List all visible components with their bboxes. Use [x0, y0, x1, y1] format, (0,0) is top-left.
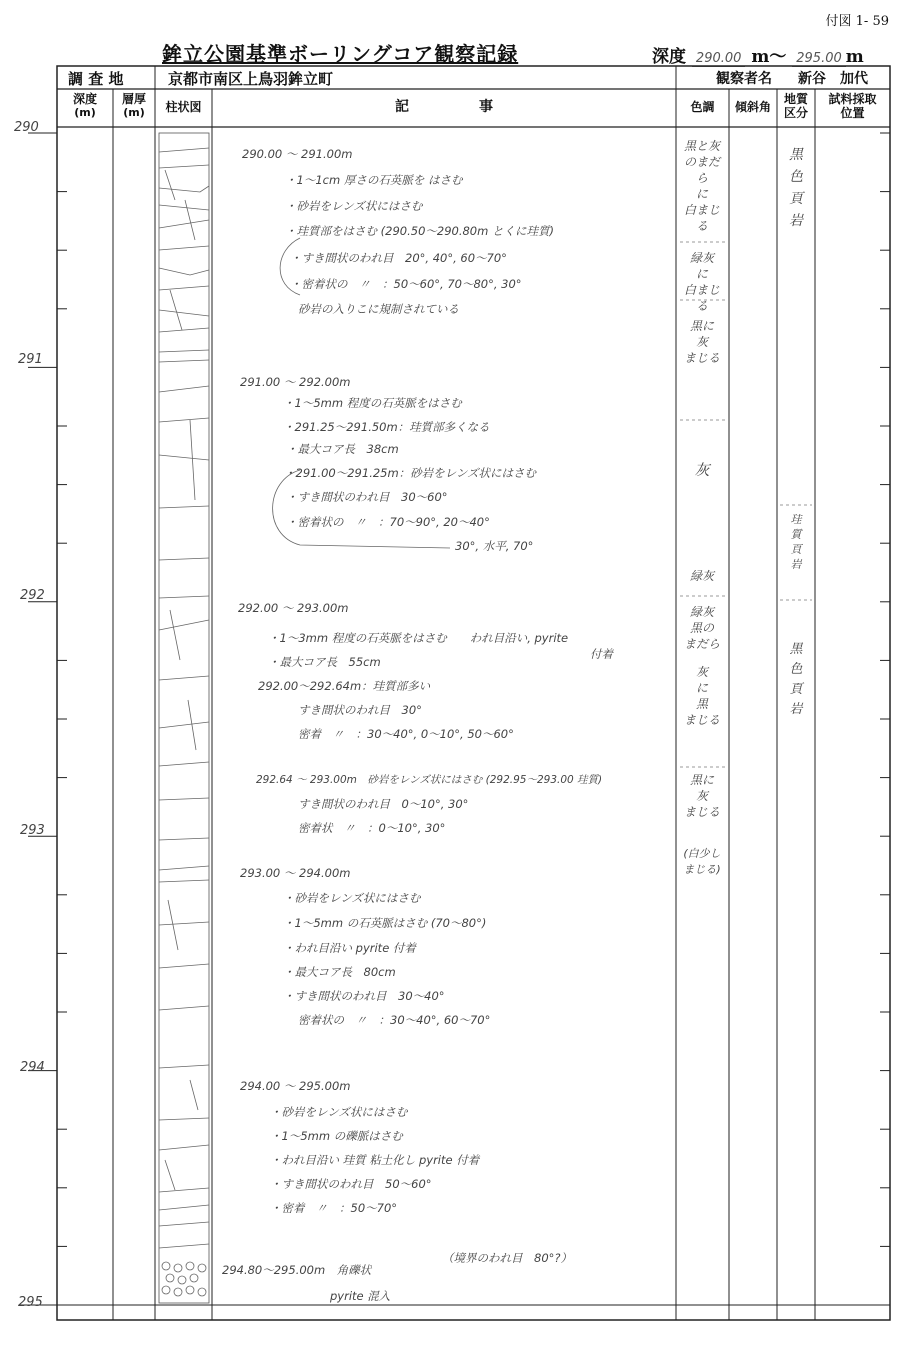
geology-entry: 珪 質 頁 岩 [790, 513, 802, 571]
document-title: 鉾立公園基準ボーリングコア観察記録 [162, 42, 519, 66]
note-line: ・珪質部をはさむ (290.50〜290.80m とくに珪質) [285, 224, 554, 238]
geology-entry: 黒 色 頁 岩 [789, 642, 803, 717]
note-line: 密着状の 〃 ：30〜40°, 60〜70° [298, 1013, 491, 1027]
note-line: 294.00 〜 295.00m [240, 1079, 351, 1093]
note-line: ・1〜3mm 程度の石英脈をはさむ われ目沿い, pyrite [268, 631, 569, 645]
note-line: ・密着 〃 ：50〜70° [270, 1201, 398, 1215]
color-entry: 緑灰 [689, 569, 714, 583]
note-line: ・最大コア長 80cm [283, 965, 396, 979]
depth-unit-sep: m〜 [751, 47, 787, 67]
color-entry: 緑灰 に 白まじる [683, 251, 720, 313]
color-entry: 緑灰 黒の まだら [683, 605, 720, 651]
col-sampling-header: 試料採取 位置 [828, 92, 877, 120]
note-line: ・砂岩をレンズ状にはさむ [283, 891, 421, 905]
col-description-header: 記 事 [395, 99, 493, 115]
note-line: ・1〜1cm 厚さの石英脈を はさむ [285, 173, 463, 187]
note-line: pyrite 混入 [330, 1289, 391, 1303]
col-depth-header: 深度 (m) [72, 92, 97, 119]
note-line: ・すき間状のわれ目 30〜40° [283, 989, 445, 1003]
note-line: 293.00 〜 294.00m [240, 866, 351, 880]
depth-unit: m [845, 47, 864, 67]
note-line: ・1〜5mm の礫脈はさむ [270, 1129, 403, 1143]
note-line: ・1〜5mm 程度の石英脈をはさむ [283, 396, 462, 410]
note-line: ・すき間状のわれ目 20°, 40°, 60〜70° [290, 251, 507, 265]
note-line: 294.80〜295.00m 角礫状 [222, 1263, 372, 1277]
depth-from-value: 290.00 [692, 51, 746, 67]
note-line: すき間状のわれ目 30° [298, 703, 422, 717]
color-entry: 黒に 灰 まじる [683, 319, 720, 365]
color-entry: 灰 [694, 461, 710, 479]
depth-mark: 293 [20, 823, 45, 838]
breccia-symbols [162, 1262, 206, 1296]
color-entry: 灰 に 黒 まじる [683, 665, 720, 727]
note-line: すき間状のわれ目 0〜10°, 30° [298, 797, 469, 811]
depth-mark: 294 [20, 1060, 45, 1075]
color-entry: 黒に 灰 まじる [683, 773, 720, 819]
note-line: ・291.25〜291.50m：珪質部多くなる [283, 420, 490, 434]
note-line: ・291.00〜291.25m：砂岩をレンズ状にはさむ [284, 466, 537, 480]
note-line: ・1〜5mm の石英脈はさむ (70〜80°) [283, 916, 487, 930]
color-entry: 黒と灰 のまだら に 白まじる [683, 139, 720, 233]
note-line: 292.64 〜 293.00m 砂岩をレンズ状にはさむ (292.95〜293.00 珪質) [256, 774, 603, 786]
note-line: 密着 〃 ：30〜40°, 0〜10°, 50〜60° [298, 727, 514, 741]
col-geology-header: 地質 区分 [783, 92, 808, 120]
note-line: 292.00 〜 293.00m [238, 601, 349, 615]
note-line: 付着 [590, 647, 613, 661]
note-line: 密着状 〃 ：0〜10°, 30° [298, 821, 446, 835]
note-line: 291.00 〜 292.00m [240, 375, 351, 389]
note-line: 292.00〜292.64m：珪質部多い [258, 679, 431, 693]
note-line: （境界のわれ目 80°?） [442, 1251, 572, 1265]
note-line: ・最大コア長 38cm [286, 442, 399, 456]
note-line: 290.00 〜 291.00m [242, 147, 353, 161]
note-line: ・すき間状のわれ目 30〜60° [286, 490, 448, 504]
note-line: ・砂岩をレンズ状にはさむ [270, 1105, 408, 1119]
depth-mark: 290 [14, 120, 39, 135]
note-line: ・われ目沿い pyrite 付着 [283, 941, 416, 955]
note-line: ・われ目沿い 珪質 粘土化し pyrite 付着 [270, 1153, 480, 1167]
color-entry: (白少し まじる) [683, 847, 721, 876]
note-line: 砂岩の入りこに規制されている [298, 302, 459, 316]
depth-mark: 292 [20, 588, 45, 603]
geology-entry: 黒 色 頁 岩 [789, 147, 803, 229]
col-dip-header: 傾斜角 [734, 100, 771, 114]
col-diagram-header: 柱状図 [165, 100, 202, 114]
depth-range-label: 深度 [652, 47, 686, 67]
note-line: 30°, 水平, 70° [455, 539, 534, 553]
depth-range [652, 42, 864, 67]
depth-to-value: 295.00 [792, 51, 846, 67]
depth-mark: 291 [18, 352, 43, 367]
survey-site-label: 調 査 地 [68, 70, 124, 88]
note-line: ・砂岩をレンズ状にはさむ [285, 199, 423, 213]
note-line: ・すき間状のわれ目 50〜60° [270, 1177, 432, 1191]
note-line: ・密着状の 〃 ：70〜90°, 20〜40° [286, 515, 490, 529]
core-column-diagram [159, 133, 209, 1303]
observer-label: 観察者名 [716, 71, 772, 87]
note-line: ・密着状の 〃 ：50〜60°, 70〜80°, 30° [290, 277, 522, 291]
col-color-header: 色調 [690, 100, 715, 114]
observer-value: 新谷 加代 [798, 71, 868, 87]
col-thickness-header: 層厚 (m) [121, 92, 146, 119]
depth-mark: 295 [18, 1295, 43, 1310]
survey-site-value: 京都市南区上鳥羽鉾立町 [168, 70, 334, 88]
note-line: ・最大コア長 55cm [268, 655, 381, 669]
figure-label: 付図 1- 59 [825, 14, 889, 29]
